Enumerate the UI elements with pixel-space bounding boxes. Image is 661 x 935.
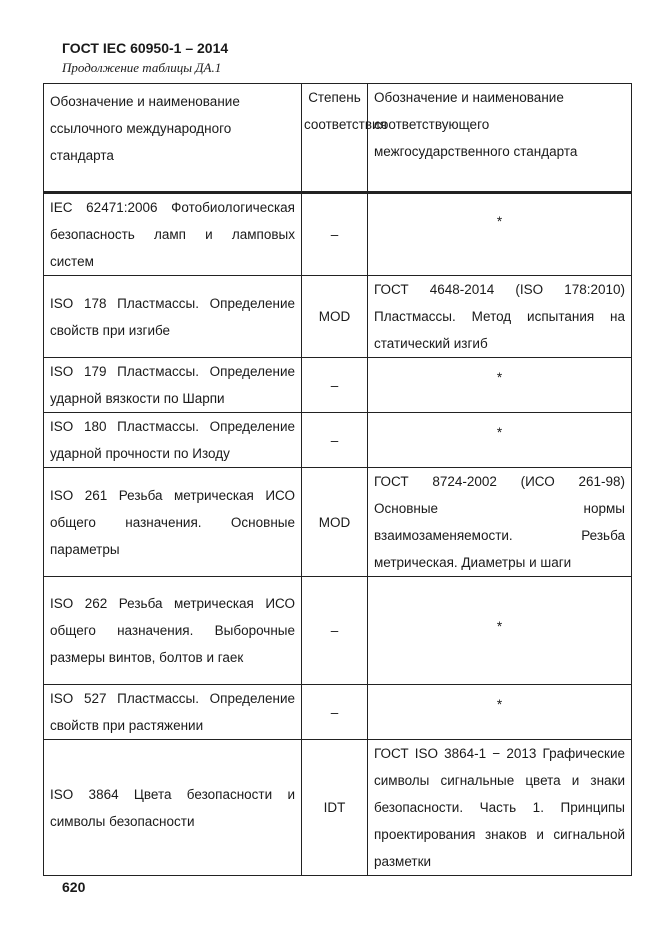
reference-cell: ISO 262 Резьба метрическая ИСО общего назначения. Выборочные размеры винтов, болтов и гаек (44, 577, 302, 685)
reference-cell: ISO 179 Пластмассы. Определение ударной вязкости по Шарпи (44, 358, 302, 413)
document-title: ГОСТ IEC 60950-1 – 2014 (62, 40, 229, 56)
table-row (44, 468, 632, 577)
table-row (44, 413, 632, 468)
gost-cell: * (368, 413, 632, 468)
reference-cell: ISO 3864 Цвета безопасности и символы безопасности (44, 740, 302, 876)
reference-cell: ISO 261 Резьба метрическая ИСО общего назначения. Основные параметры (44, 468, 302, 577)
page-number: 620 (62, 879, 86, 895)
reference-cell: ISO 178 Пластмассы. Определение свойств при изгибе (44, 276, 302, 358)
column-header-degree: Степень соответствия (302, 84, 368, 193)
degree-cell: IDT (302, 740, 368, 876)
table-row (44, 276, 632, 358)
reference-cell: ISO 527 Пластмассы. Определение свойств при растяжении (44, 685, 302, 740)
degree-cell: – (302, 413, 368, 468)
gost-cell: ГОСТ 8724-2002 (ИСО 261-98) Основные нормы взаимозаменяемости. Резьба метрическая. Диаметры и шаги (368, 468, 632, 577)
degree-cell: MOD (302, 468, 368, 577)
table-row (44, 685, 632, 740)
degree-cell: – (302, 577, 368, 685)
table-row (44, 577, 632, 685)
degree-cell: – (302, 685, 368, 740)
gost-cell: * (368, 685, 632, 740)
gost-cell: * (368, 193, 632, 276)
column-header-gost: Обозначение и наименование соответствующего межгосударственного стандарта (368, 84, 632, 193)
table-continuation-caption: Продолжение таблицы ДА.1 (62, 60, 222, 75)
gost-cell: * (368, 358, 632, 413)
table-row (44, 358, 632, 413)
gost-cell: * (368, 577, 632, 685)
reference-standards-table (43, 83, 632, 876)
table-row (44, 193, 632, 276)
degree-cell: – (302, 193, 368, 276)
reference-cell: ISO 180 Пластмассы. Определение ударной прочности по Изоду (44, 413, 302, 468)
degree-cell: – (302, 358, 368, 413)
reference-cell: IEC 62471:2006 Фотобиологическая безопасность ламп и ламповых систем (44, 193, 302, 276)
column-header-reference: Обозначение и наименование ссылочного международного стандарта (44, 84, 302, 193)
gost-cell: ГОСТ 4648-2014 (ISO 178:2010) Пластмассы. Метод испытания на статический изгиб (368, 276, 632, 358)
table-header-row (44, 84, 632, 193)
table-row (44, 740, 632, 876)
degree-cell: MOD (302, 276, 368, 358)
gost-cell: ГОСТ ISO 3864-1 − 2013 Графические символы сигнальные цвета и знаки безопасности. Часть 1. Принципы проектирования знаков и сигнальной разметки (368, 740, 632, 876)
